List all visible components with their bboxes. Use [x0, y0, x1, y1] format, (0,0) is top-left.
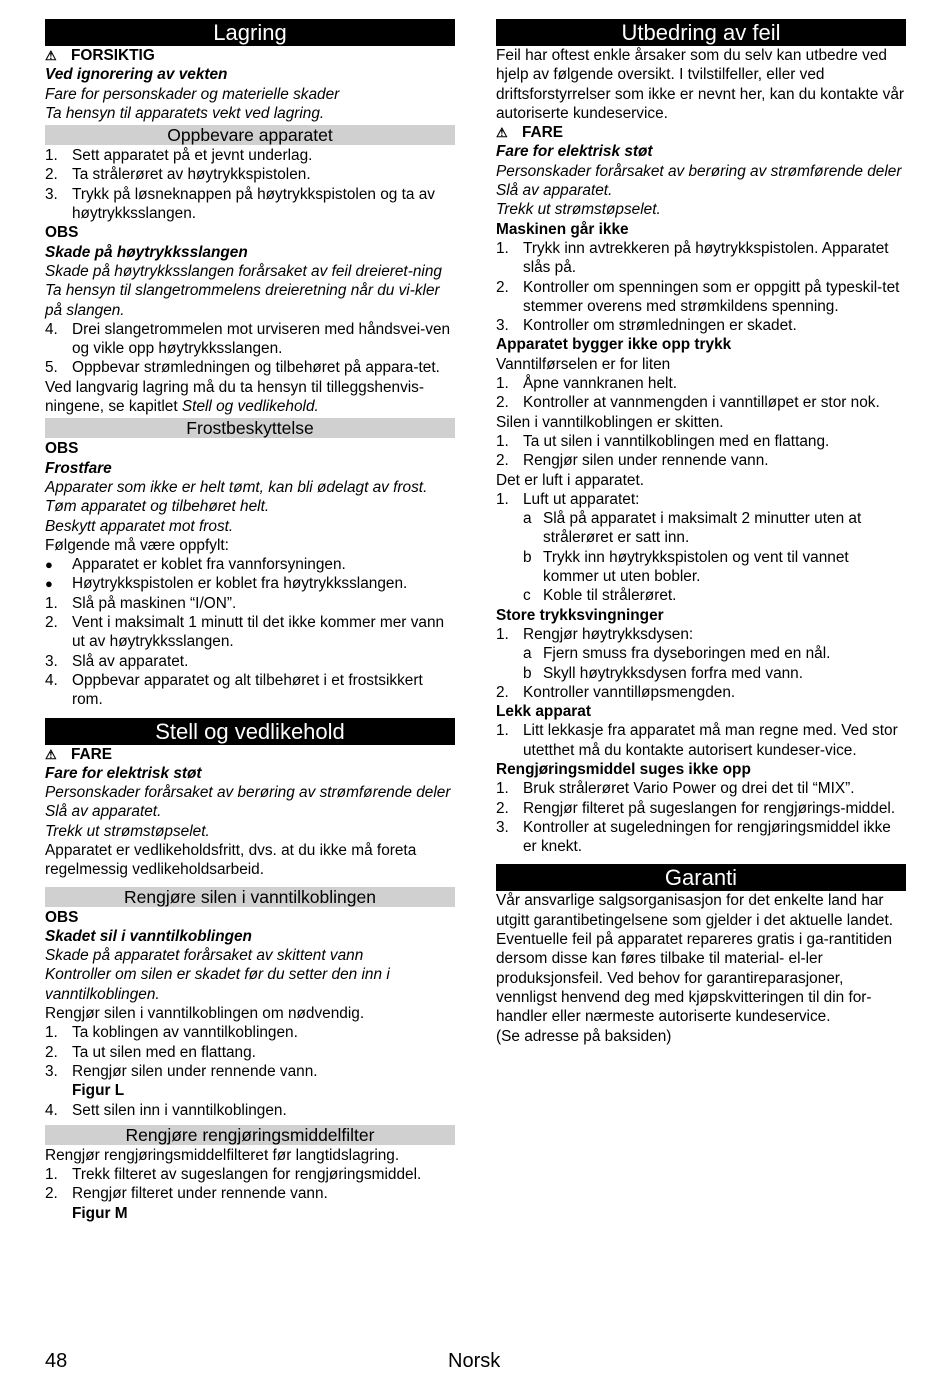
- subsection-title-oppbevare: Oppbevare apparatet: [45, 125, 455, 145]
- section-title-stell: Stell og vedlikehold: [45, 718, 455, 745]
- list-item: 1. Ta koblingen av vanntilkoblingen.: [45, 1024, 298, 1042]
- list-item: 4. Drei slangetrommelen mot urviseren med håndsvei-ven og vikle opp høytrykksslangen.: [45, 320, 451, 358]
- danger-title: Fare for elektrisk støt: [496, 143, 653, 161]
- figure-ref: Figur L: [72, 1082, 125, 1100]
- obs-title: Frostfare: [45, 459, 112, 477]
- danger-line: Slå av apparatet.: [496, 182, 613, 200]
- list-item: 2. Kontroller vanntilløpsmengden.: [496, 683, 736, 701]
- obs-label: OBS: [45, 908, 79, 926]
- sub-list-item: a Fjern smuss fra dyseboringen med en nål.: [523, 645, 831, 663]
- warning-triangle-icon: ⚠: [45, 746, 57, 762]
- cause-text: Silen i vanntilkoblingen er skitten.: [496, 413, 724, 431]
- danger-line: Slå av apparatet.: [45, 803, 162, 821]
- problem-title: Rengjøringsmiddel suges ikke opp: [496, 760, 751, 778]
- danger-line: Trekk ut strømstøpselet.: [496, 201, 661, 219]
- danger-title: Fare for elektrisk støt: [45, 764, 202, 782]
- obs-line: Tøm apparatet og tilbehøret helt.: [45, 498, 270, 516]
- cause-text: Vanntilførselen er for liten: [496, 355, 671, 373]
- problem-title: Maskinen går ikke: [496, 220, 629, 238]
- bullet-icon: ●: [45, 557, 53, 573]
- list-item: 2. Ta ut silen med en flattang.: [45, 1043, 256, 1061]
- storage-note: Ved langvarig lagring må du ta hensyn til tilleggshenvis-ningene, se kapitlet Stell og vedlikehold.: [45, 378, 425, 416]
- filter-intro: Rengjør rengjøringsmiddelfilteret før langtidslagring.: [45, 1146, 400, 1164]
- warranty-text: Vår ansvarlige salgsorganisasjon for det enkelte land har utgitt garantibetingelsene som gjelder i det aktuelle landet. Eventuelle feil på apparatet repareres gratis i ga-rantitiden dersom disse kan føres tilbake til material- el-ler produksjonsfeil. Ved behov for garantireparasjoner, vennligst henvend deg med kjøpskvitteringen til din for-handler eller nærmeste autoriserte kundeservice.: [496, 892, 893, 1026]
- list-item: 4. Sett silen inn i vanntilkoblingen.: [45, 1101, 287, 1119]
- cause-text: Det er luft i apparatet.: [496, 471, 644, 489]
- list-item: 3. Kontroller at sugeledningen for rengjøringsmiddel ikke er knekt.: [496, 818, 891, 856]
- list-item: 3. Trykk på løsneknappen på høytrykkspistolen og ta av høytrykksslangen.: [45, 185, 435, 223]
- section-title-lagring: Lagring: [45, 19, 455, 46]
- frost-intro: Følgende må være oppfylt:: [45, 536, 229, 554]
- list-item: 2. Rengjør silen under rennende vann.: [496, 452, 769, 470]
- obs-title: Skadet sil i vanntilkoblingen: [45, 927, 252, 945]
- list-item: 1. Sett apparatet på et jevnt underlag.: [45, 147, 313, 165]
- list-item: 1. Litt lekkasje fra apparatet må man regne med. Ved stor utetthet må du kontakte autorisert kundeser-vice.: [496, 722, 898, 759]
- page-number: 48: [45, 1350, 68, 1372]
- left-column: [45, 19, 455, 1223]
- list-item: 5. Oppbevar strømledningen og tilbehøret på appara-tet.: [45, 359, 440, 377]
- footer-language: Norsk: [448, 1350, 501, 1372]
- list-item: 1. Ta ut silen i vanntilkoblingen med en flattang.: [496, 432, 830, 450]
- sub-list-item: b Trykk inn høytrykkspistolen og vent til vannet kommer ut uten bobler.: [523, 548, 849, 586]
- danger-label: ⚠ FARE: [496, 124, 564, 142]
- problem-title: Store trykksvingninger: [496, 606, 664, 624]
- obs-line: Apparater som ikke er helt tømt, kan bli ødelagt av frost.: [45, 478, 428, 496]
- troubleshooting-intro: Feil har oftest enkle årsaker som du selv kan utbedre ved hjelp av følgende oversikt. I tvilstilfeller, eller ved driftsforstyrrelser som ikke er nevnt her, kan du kontakte vår autoriserte kundeservice.: [496, 47, 905, 122]
- list-item: 2. Kontroller om spenningen som er oppgitt på typeskil-tet stemmer overens med strømkildens spenning.: [496, 278, 900, 315]
- maintenance-text: Apparatet er vedlikeholdsfritt, dvs. at du ikke må foreta regelmessig vedlikeholdsarbeid.: [45, 841, 417, 879]
- caution-line: Ta hensyn til apparatets vekt ved lagring.: [45, 104, 325, 122]
- obs-line: Skade på apparatet forårsaket av skittent vann: [45, 947, 364, 965]
- bullet-icon: ●: [45, 576, 53, 592]
- list-item: 4. Oppbevar apparatet og alt tilbehøret i et frostsikkert rom.: [45, 671, 423, 709]
- list-item: 2. Rengjør filteret under rennende vann.: [45, 1185, 328, 1203]
- list-item: 1. Trykk inn avtrekkeren på høytrykkspistolen. Apparatet slås på.: [496, 239, 889, 277]
- warning-triangle-icon: ⚠: [45, 48, 57, 63]
- list-item: 1. Slå på maskinen “I/ON”.: [45, 594, 237, 612]
- sub-list-item: b Skyll høytrykksdysen forfra med vann.: [523, 664, 804, 682]
- obs-line: Ta hensyn til slangetrommelens dreieretning når du vi-kler på slangen.: [45, 282, 440, 319]
- list-item: 1. Bruk strålerøret Vario Power og drei det til “MIX”.: [496, 780, 855, 798]
- right-column: [496, 19, 906, 1046]
- obs-line: Beskytt apparatet mot frost.: [45, 517, 234, 535]
- obs-title: Skade på høytrykksslangen: [45, 243, 248, 261]
- list-item: 3. Kontroller om strømledningen er skadet.: [496, 317, 797, 335]
- caution-title: Ved ignorering av vekten: [45, 66, 228, 84]
- subsection-title-silen: Rengjøre silen i vanntilkoblingen: [45, 887, 455, 907]
- warning-triangle-icon: ⚠: [496, 125, 508, 141]
- bullet-item: ● Høytrykkspistolen er koblet fra høytrykksslangen.: [45, 575, 408, 593]
- strainer-intro: Rengjør silen i vanntilkoblingen om nødvendig.: [45, 1005, 365, 1023]
- caution-line: Fare for personskader og materielle skader: [45, 85, 340, 103]
- problem-title: Apparatet bygger ikke opp trykk: [496, 336, 732, 354]
- bullet-item: ● Apparatet er koblet fra vannforsyningen.: [45, 556, 346, 574]
- section-title-garanti: Garanti: [496, 864, 906, 891]
- list-item: 1. Luft ut apparatet:: [496, 490, 640, 508]
- list-item: 1. Trekk filteret av sugeslangen for rengjøringsmiddel.: [45, 1166, 422, 1184]
- obs-line: Skade på høytrykksslangen forårsaket av feil dreieret-ning: [45, 262, 442, 280]
- list-item: 3. Slå av apparatet.: [45, 652, 189, 670]
- danger-line: Trekk ut strømstøpselet.: [45, 822, 210, 840]
- list-item: 2. Kontroller at vannmengden i vanntilløpet er stor nok.: [496, 394, 880, 412]
- list-item: 2. Vent i maksimalt 1 minutt til det ikke kommer mer vann ut av høytrykksslangen.: [45, 614, 445, 651]
- subsection-title-filter: Rengjøre rengjøringsmiddelfilter: [45, 1125, 455, 1145]
- list-item: 2. Rengjør filteret på sugeslangen for rengjørings-middel.: [496, 799, 896, 817]
- danger-label: ⚠ FARE: [45, 745, 113, 763]
- warranty-address: (Se adresse på baksiden): [496, 1027, 672, 1045]
- caution-label: ⚠ FORSIKTIG: [45, 47, 155, 64]
- obs-label: OBS: [45, 224, 79, 242]
- obs-label: OBS: [45, 440, 79, 458]
- sub-list-item: a Slå på apparatet i maksimalt 2 minutter uten at strålerøret er satt inn.: [523, 510, 862, 547]
- section-title-utbedring: Utbedring av feil: [496, 19, 906, 46]
- danger-line: Personskader forårsaket av berøring av strømførende deler: [496, 162, 902, 180]
- list-item: 1. Rengjør høytrykksdysen:: [496, 625, 694, 643]
- list-item: 3. Rengjør silen under rennende vann.: [45, 1062, 318, 1080]
- danger-line: Personskader forårsaket av berøring av strømførende deler: [45, 784, 451, 802]
- problem-title: Lekk apparat: [496, 703, 591, 721]
- obs-line: Kontroller om silen er skadet før du setter den inn i vanntilkoblingen.: [45, 966, 390, 1003]
- sub-list-item: c Koble til strålerøret.: [523, 587, 677, 605]
- list-item: 2. Ta strålerøret av høytrykkspistolen.: [45, 166, 311, 184]
- subsection-title-frost: Frostbeskyttelse: [45, 418, 455, 438]
- figure-ref: Figur M: [72, 1204, 128, 1222]
- list-item: 1. Åpne vannkranen helt.: [496, 375, 678, 393]
